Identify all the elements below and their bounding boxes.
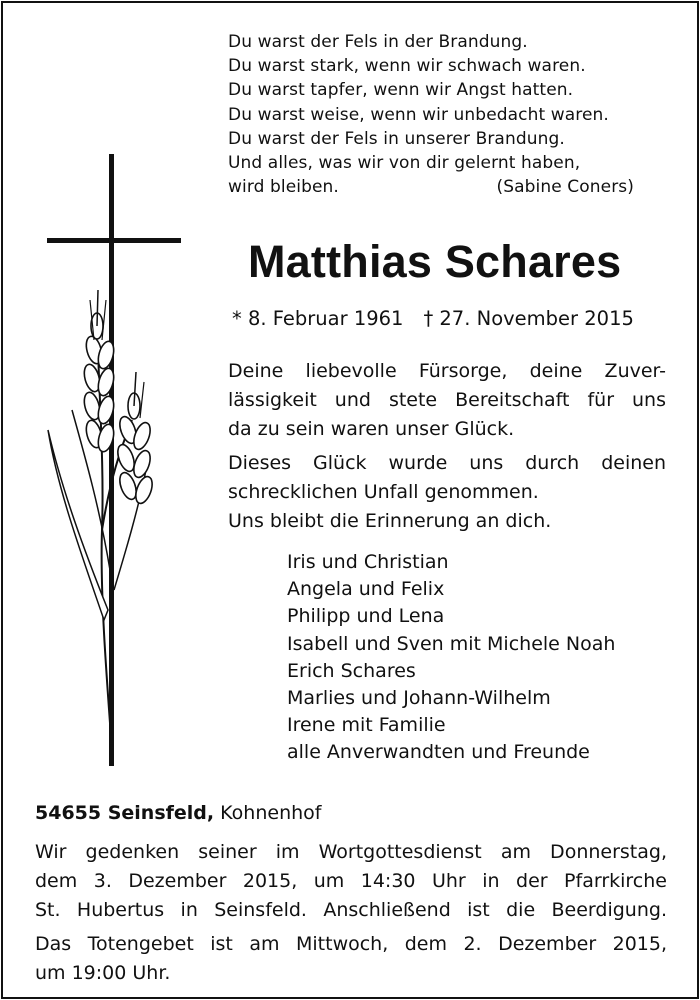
mourners-list (287, 549, 615, 767)
poem (228, 30, 648, 199)
poem-line: Und alles, was wir von dir gelernt haben, (228, 153, 581, 174)
death-date: † 27. November 2015 (423, 307, 634, 330)
cross-with-wheat-icon (40, 150, 190, 774)
mourner-entry: Iris und Christian (287, 551, 449, 573)
service-line: Wir gedenken seiner im Wortgottesdienst am Donnerstag, (35, 841, 667, 863)
tribute-line: Uns bleibt die Erinnerung an dich. (228, 510, 552, 533)
service-line: um 19:00 Uhr. (35, 962, 171, 985)
address-place: Kohnenhof (220, 802, 322, 824)
poem-line: Du warst weise, wenn wir unbedacht waren. (228, 104, 609, 125)
poem-line: Du warst der Fels in der Brandung. (228, 32, 528, 52)
mourner-entry: Marlies und Johann-Wilhelm (287, 687, 551, 710)
poem-line: Du warst der Fels in unserer Brandung. (228, 128, 565, 149)
poem-line: Du warst tapfer, wenn wir Angst hatten. (228, 80, 574, 101)
deceased-name: Matthias Schares (248, 236, 622, 287)
mourner-entry: Philipp und Lena (287, 605, 445, 628)
mourner-entry: Angela und Felix (287, 578, 445, 601)
mourner-entry: alle Anverwandten und Freunde (287, 741, 590, 764)
mourner-entry: Isabell und Sven mit Michele Noah (287, 632, 616, 655)
service-line: dem 3. Dezember 2015, um 14:30 Uhr in der Pfarrkirche (35, 869, 667, 892)
poem-line: Du warst stark, wenn wir schwach waren. (228, 56, 586, 77)
tribute-line: da zu sein waren unser Glück. (228, 418, 515, 441)
service-line: St. Hubertus in Seinsfeld. Anschließend ist die Beerdigung. (35, 898, 667, 921)
mourner-entry: Irene mit Familie (287, 714, 446, 737)
mourner-entry: Erich Schares (287, 659, 416, 682)
tribute-line: Deine liebevolle Fürsorge, deine Zuver- (228, 360, 666, 382)
life-dates (232, 307, 634, 330)
tribute-line: schrecklichen Unfall genommen. (228, 480, 539, 503)
poem-last-line (228, 175, 634, 199)
tribute-line: Dieses Glück wurde uns durch deinen (228, 451, 666, 474)
address (35, 802, 321, 824)
tribute-text (228, 357, 666, 536)
service-info (35, 838, 667, 988)
birth-date: * 8. Februar 1961 (232, 307, 404, 330)
tribute-line: lässigkeit und stete Bereitschaft für uns (228, 389, 666, 412)
address-city: 54655 Seinsfeld, (35, 802, 215, 824)
poem-closing-text: wird bleiben. (228, 177, 339, 198)
poem-author: (Sabine Coners) (496, 177, 634, 198)
service-line: Das Totengebet ist am Mittwoch, dem 2. Dezember 2015, (35, 933, 667, 956)
